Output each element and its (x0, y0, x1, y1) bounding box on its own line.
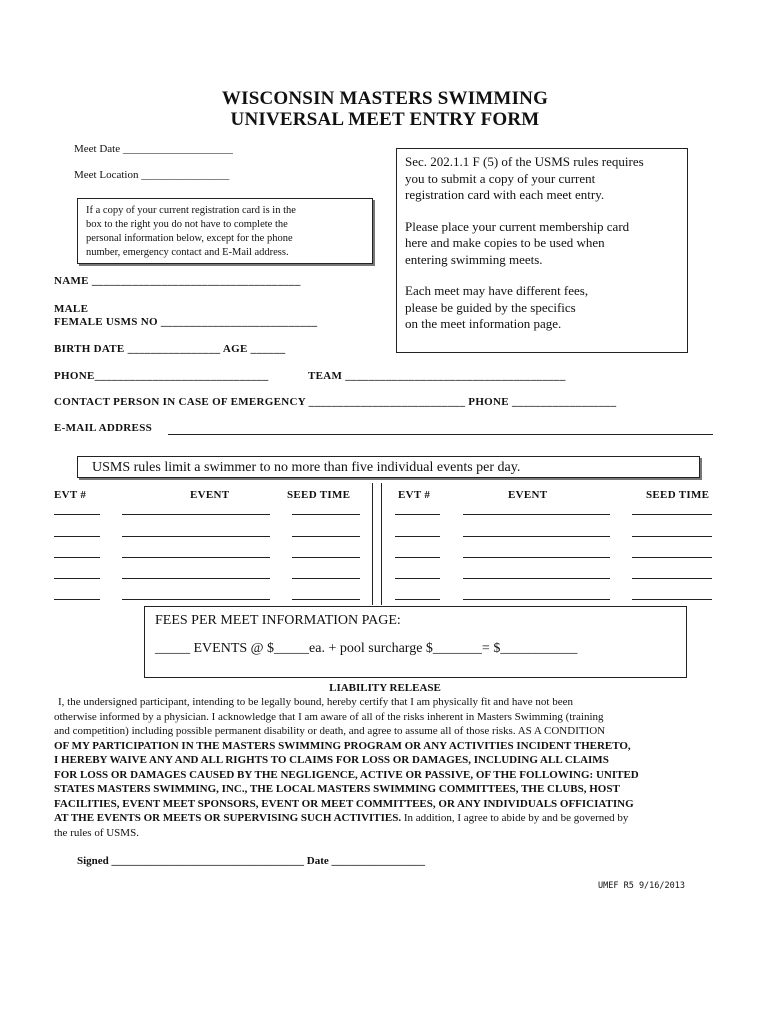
col-event: EVENT (508, 489, 548, 501)
seed-time-input[interactable] (632, 578, 712, 579)
liability-text (54, 695, 754, 840)
event-name-input[interactable] (463, 599, 610, 600)
col-evt-number: EVT # (398, 489, 431, 501)
col-seed-time: SEED TIME (287, 489, 351, 501)
evt-number-input[interactable] (54, 578, 100, 579)
liability-line: the rules of USMS. (54, 826, 139, 839)
event-name-input[interactable] (122, 599, 270, 600)
note-line: If a copy of your current registration card is in the (86, 205, 296, 216)
meet-date-field[interactable]: Meet Date ____________________ (74, 143, 233, 155)
liability-line: otherwise informed by a physician. I acknowledge that I am aware of all of the risks inherent in Masters Swimming (training (54, 710, 604, 723)
membership-card-box (396, 148, 688, 353)
usms-rule-line: on the meet information page. (405, 316, 562, 331)
liability-line: and competition) including possible permanent disability or death, and agree to assume all of those risks. AS A CONDITION (54, 725, 606, 737)
usms-rule-line: Sec. 202.1.1 F (5) of the USMS rules requires (405, 154, 644, 169)
form-version: UMEF R5 9/16/2013 (598, 881, 685, 891)
usms-rule-line: you to submit a copy of your current (405, 170, 596, 186)
name-field[interactable]: NAME ____________________________________ (54, 275, 301, 287)
usms-rule-line: registration card with each meet entry. (405, 187, 605, 202)
meet-location-field[interactable]: Meet Location ________________ (74, 169, 230, 181)
seed-time-input[interactable] (292, 557, 360, 558)
event-name-input[interactable] (122, 514, 270, 515)
female-usms-field[interactable]: FEMALE USMS NO ___________________________ (54, 316, 318, 328)
seed-time-input[interactable] (292, 599, 360, 600)
event-name-input[interactable] (463, 557, 610, 558)
email-label: E-MAIL ADDRESS (54, 422, 153, 434)
evt-number-input[interactable] (395, 536, 440, 537)
usms-rule-line: here and make copies to be used when (405, 235, 605, 250)
evt-number-input[interactable] (54, 557, 100, 558)
team-field[interactable]: TEAM ______________________________________ (308, 370, 566, 382)
email-input-line[interactable] (168, 434, 713, 435)
evt-number-input[interactable] (54, 599, 100, 600)
evt-number-input[interactable] (395, 514, 440, 515)
evt-number-input[interactable] (54, 536, 100, 537)
signature-field[interactable]: Signed ___________________________________ Date _________________ (77, 855, 426, 867)
liability-line: I, the undersigned participant, intending to be legally bound, hereby certify that I am physically fit and have not been (58, 696, 574, 708)
evt-number-input[interactable] (395, 557, 440, 558)
emergency-contact-field[interactable]: CONTACT PERSON IN CASE OF EMERGENCY ___________________________ PHONE __________________ (54, 396, 617, 408)
evt-number-input[interactable] (395, 578, 440, 579)
fees-formula[interactable]: _____ EVENTS @ $_____ea. + pool surcharge $_______= $___________ (155, 641, 578, 656)
form-title-line1: WISCONSIN MASTERS SWIMMING (221, 88, 549, 109)
liability-line: FACILITIES, EVENT MEET SPONSORS, EVENT OR MEET COMMITTEES, OR ANY INDIVIDUALS OFFICIATING (54, 797, 634, 810)
fees-box (144, 606, 687, 678)
col-seed-time: SEED TIME (646, 489, 710, 501)
col-event: EVENT (190, 489, 230, 501)
evt-number-input[interactable] (395, 599, 440, 600)
seed-time-input[interactable] (632, 536, 712, 537)
liability-line: AT THE EVENTS OR MEETS OR SUPERVISING SUCH ACTIVITIES. In addition, I agree to abide by and be governed by (54, 812, 629, 824)
usms-rule-line: Please place your current membership card (405, 218, 630, 234)
seed-time-input[interactable] (292, 514, 360, 515)
phone-field[interactable]: PHONE______________________________ (54, 370, 269, 382)
fees-title: FEES PER MEET INFORMATION PAGE: (155, 613, 401, 628)
event-limit-notice: USMS rules limit a swimmer to no more than five individual events per day. (77, 456, 700, 478)
liability-line: I HEREBY WAIVE ANY AND ALL RIGHTS TO CLAIMS FOR LOSS OR DAMAGES, INCLUDING ALL CLAIMS (54, 754, 609, 766)
note-line: box to the right you do not have to complete the (86, 219, 288, 230)
seed-time-input[interactable] (632, 599, 712, 600)
seed-time-input[interactable] (632, 514, 712, 515)
event-name-input[interactable] (122, 578, 270, 579)
event-name-input[interactable] (463, 578, 610, 579)
event-name-input[interactable] (122, 536, 270, 537)
usms-rule-line: Each meet may have different fees, (405, 283, 589, 298)
evt-number-input[interactable] (54, 514, 100, 515)
registration-note-box (77, 198, 373, 264)
usms-rule-line: entering swimming meets. (405, 251, 543, 267)
seed-time-input[interactable] (292, 578, 360, 579)
liability-title: LIABILITY RELEASE (329, 682, 441, 694)
usms-rule-line: please be guided by the specifics (405, 299, 576, 315)
male-option[interactable]: MALE (54, 303, 89, 315)
birth-age-field[interactable]: BIRTH DATE ________________ AGE ______ (54, 343, 286, 355)
form-title-line2: UNIVERSAL MEET ENTRY FORM (230, 109, 540, 130)
event-name-input[interactable] (463, 514, 610, 515)
seed-time-input[interactable] (632, 557, 712, 558)
event-name-input[interactable] (463, 536, 610, 537)
col-evt-number: EVT # (54, 489, 87, 501)
liability-line: OF MY PARTICIPATION IN THE MASTERS SWIMMING PROGRAM OR ANY ACTIVITIES INCIDENT THERETO, (54, 739, 631, 752)
event-columns-divider (372, 483, 382, 605)
seed-time-input[interactable] (292, 536, 360, 537)
note-line: personal information below, except for the phone (86, 233, 293, 244)
event-name-input[interactable] (122, 557, 270, 558)
liability-line: FOR LOSS OR DAMAGES CAUSED BY THE NEGLIGENCE, ACTIVE OR PASSIVE, OF THE FOLLOWING: UNITED (54, 768, 639, 781)
note-line: number, emergency contact and E-Mail address. (86, 247, 289, 258)
liability-line: STATES MASTERS SWIMMING, INC., THE LOCAL MASTERS SWIMMING COMMITTEES, THE CLUBS, HOST (54, 783, 620, 795)
